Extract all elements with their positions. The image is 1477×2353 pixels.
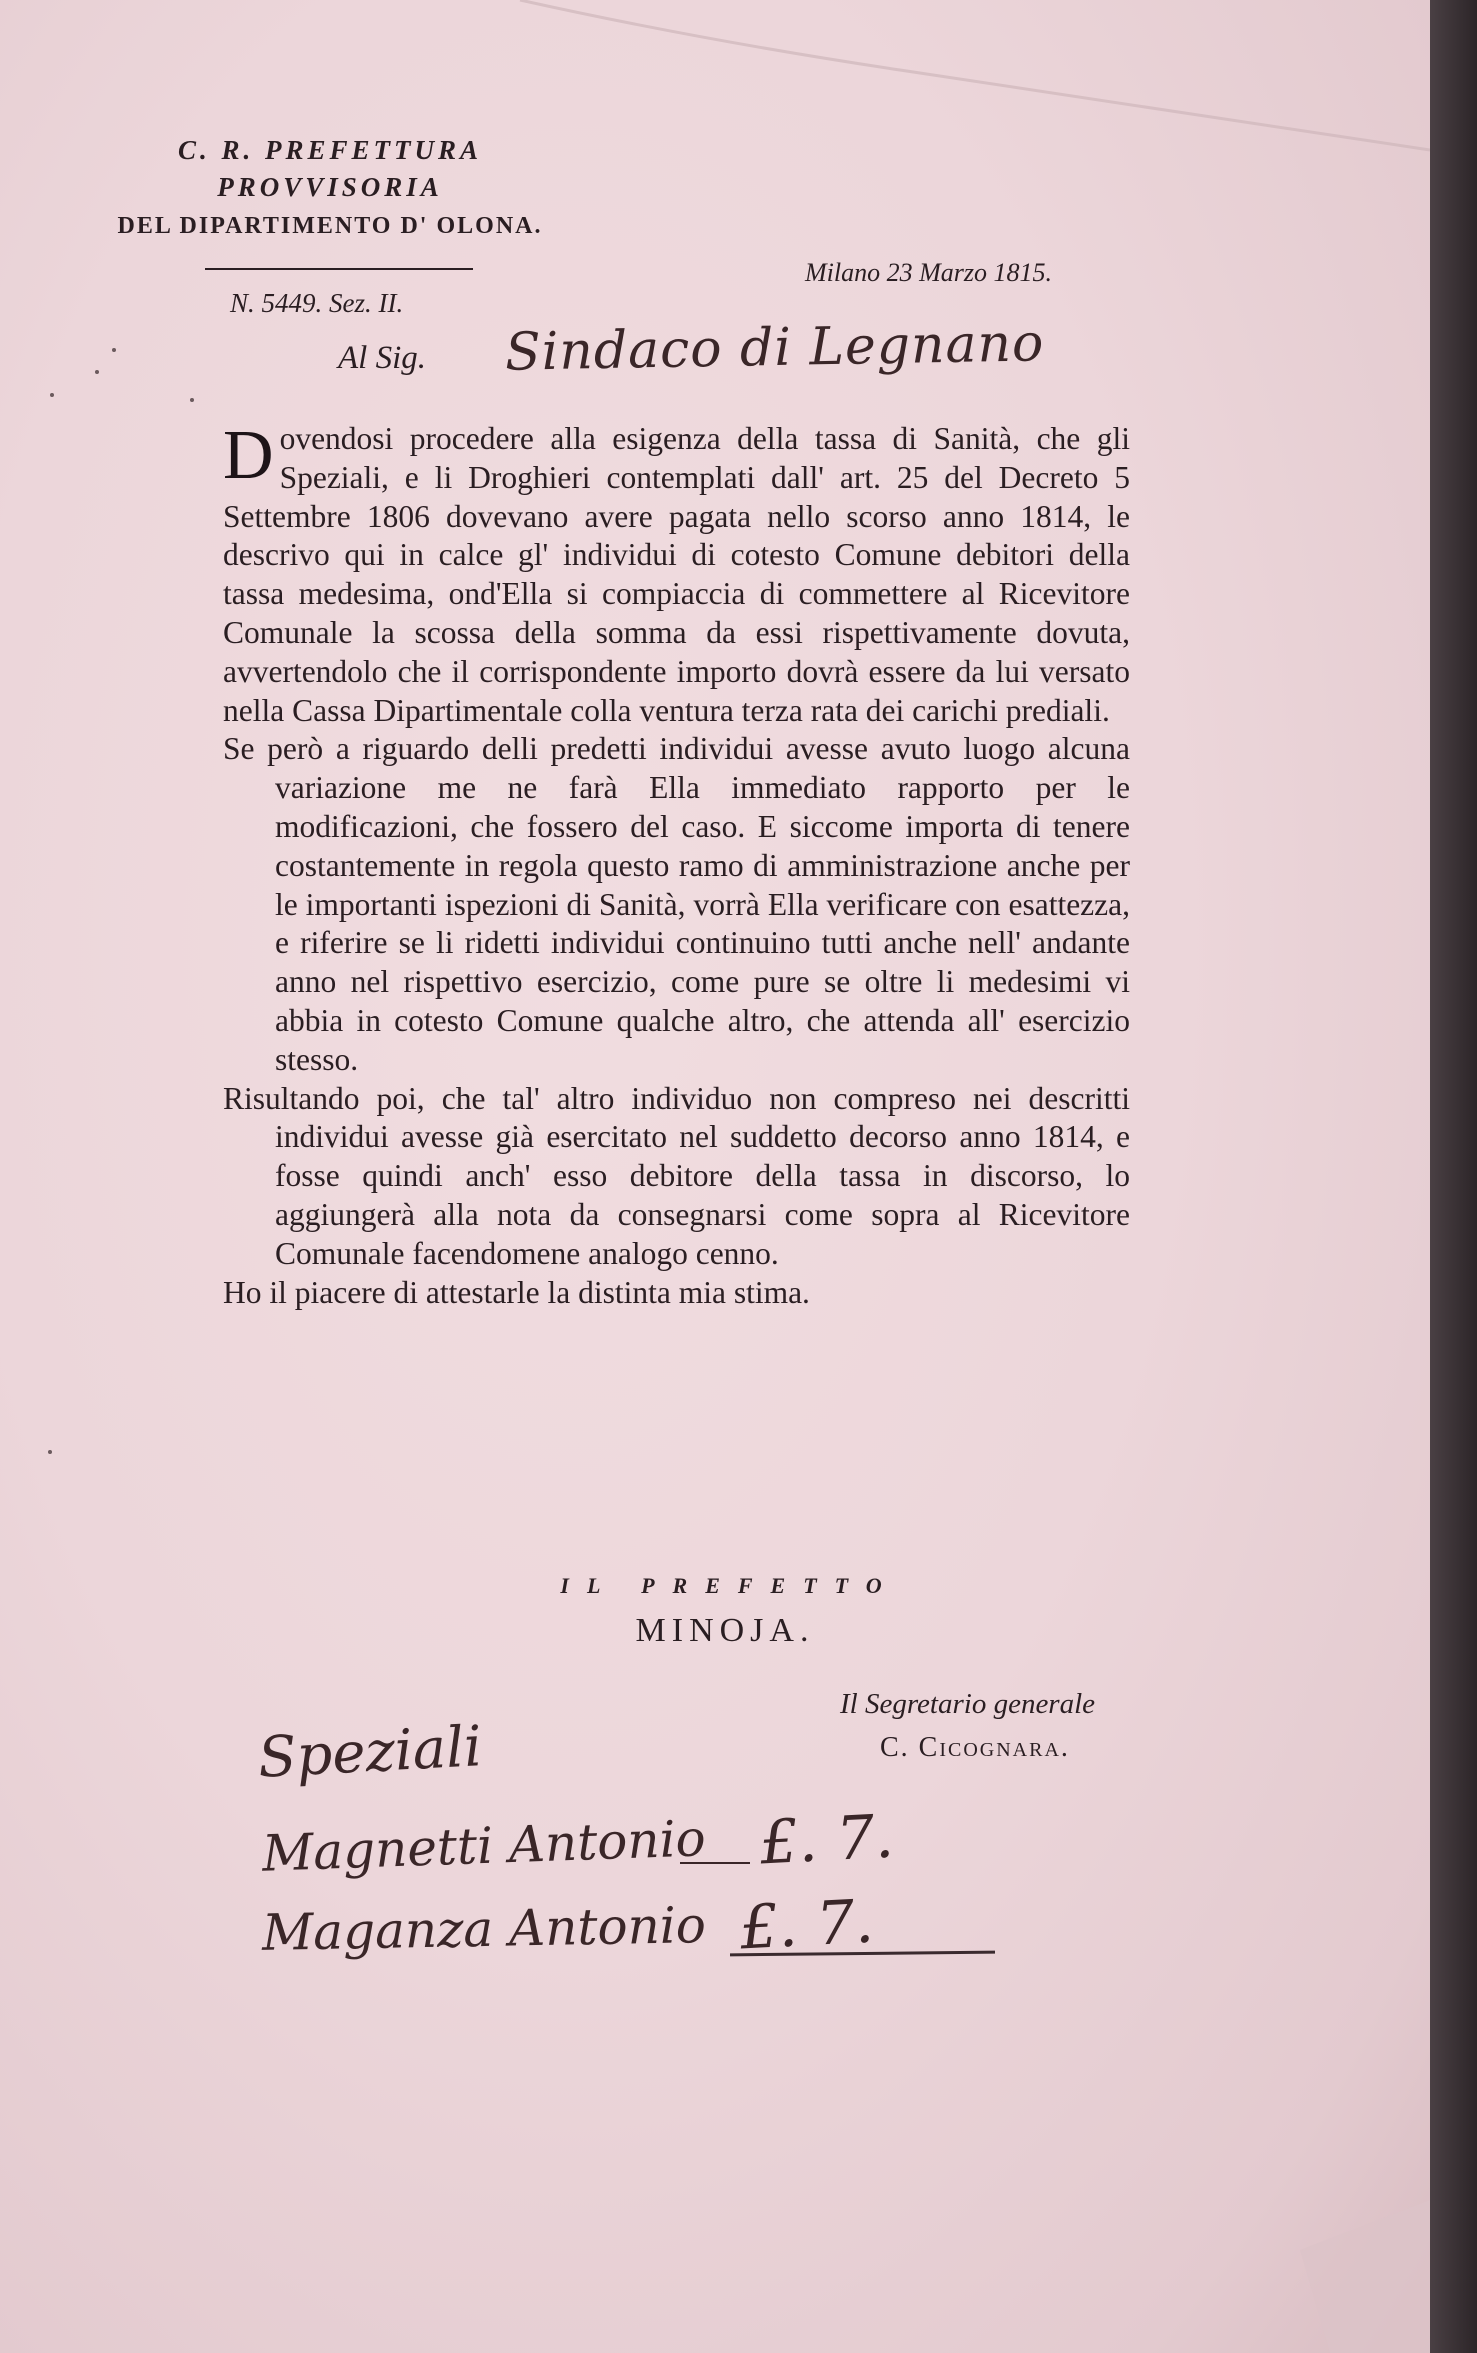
background-edge xyxy=(1430,0,1477,2353)
handwritten-addressee: Sindaco di Legnano xyxy=(504,313,1045,383)
header-line-1: C. R. PREFETTURA xyxy=(177,135,483,165)
ink-speck xyxy=(95,370,99,374)
protocol-number: N. 5449. Sez. II. xyxy=(230,288,404,318)
secretary-title: Il Segretario generale xyxy=(840,1688,1096,1720)
handwritten-entry-name: Maganza Antonio xyxy=(261,1896,707,1962)
paragraph-3: Risultando poi, che tal' altro individuo non compreso nei descritti individui avesse già esercitato nel suddetto decorso anno 1814, e fosse quindi anch' esso debitore della tassa in discorso, lo aggiungerà alla nota da consegnarsi come sopra al Ricevitore Comunale facendomene analogo cenno. xyxy=(223,1080,1130,1271)
handwritten-dash xyxy=(680,1862,750,1864)
paragraph-1-text: ovendosi procedere alla esigenza della tassa di Sanità, che gli Speziali, e li Droghieri contemplati dall' art. 25 del Decreto 5 Settembre 1806 dovevano avere pagata nello scorso anno 1814, le descrivo qui in calce gl' individui di cotesto Comune debitori della tassa medesima, ond'Ella si compiaccia di commettere al Ricevitore Comunale la scossa della somma da essi rispettivamente dovuta, avvertendolo che il corrispondente importo dovrà essere da lui versato nella Cassa Dipartimentale colla ventura terza rata dei carichi prediali. xyxy=(223,421,1130,728)
paragraph-4: Ho il piacere di attestarle la distinta mia stima. xyxy=(223,1274,810,1310)
handwritten-entry-amount: £. 7. xyxy=(738,1886,876,1964)
paragraph-2: Se però a riguardo delli predetti individui avesse avuto luogo alcuna variazione me ne farà Ella immediato rapporto per le modificazioni, che fossero del caso. E siccome importa di tenere costantemente in regola questo ramo di amministrazione anche per le importanti ispezioni di Sanità, vorrà Ella verificare con esattezza, e riferire se li ridetti individui continuino tutti anche nell' andante anno nel rispettivo esercizio, come pure se oltre li medesimi vi abbia in cotesto Comune qualche altro, che attenda all' esercizio stesso. xyxy=(223,731,1130,1077)
paragraph-1 xyxy=(223,417,1130,730)
salutation-label: Al Sig. xyxy=(338,340,426,376)
header-line-3: DEL DIPARTIMENTO D' OLONA. xyxy=(117,213,543,239)
ink-speck xyxy=(48,1450,52,1454)
handwritten-entry-amount: £. 7. xyxy=(758,1801,896,1879)
handwritten-list-heading: Speziali xyxy=(256,1714,484,1791)
ink-speck xyxy=(190,398,194,402)
header-line-2: PROVVISORIA xyxy=(217,172,443,202)
ink-speck xyxy=(50,393,54,397)
secretary-name: C. Cicognara. xyxy=(880,1732,1070,1763)
letter-date: Milano 23 Marzo 1815. xyxy=(805,258,1052,287)
office-header xyxy=(110,132,550,246)
drop-cap: D xyxy=(223,417,274,494)
ink-speck xyxy=(112,348,116,352)
signatory-name: MINOJA. xyxy=(635,1612,815,1649)
letter-body xyxy=(223,417,1130,1312)
signatory-title: IL PREFETTO xyxy=(560,1573,900,1598)
header-divider xyxy=(205,268,473,270)
handwritten-entry-name: Magnetti Antonio xyxy=(261,1809,707,1883)
